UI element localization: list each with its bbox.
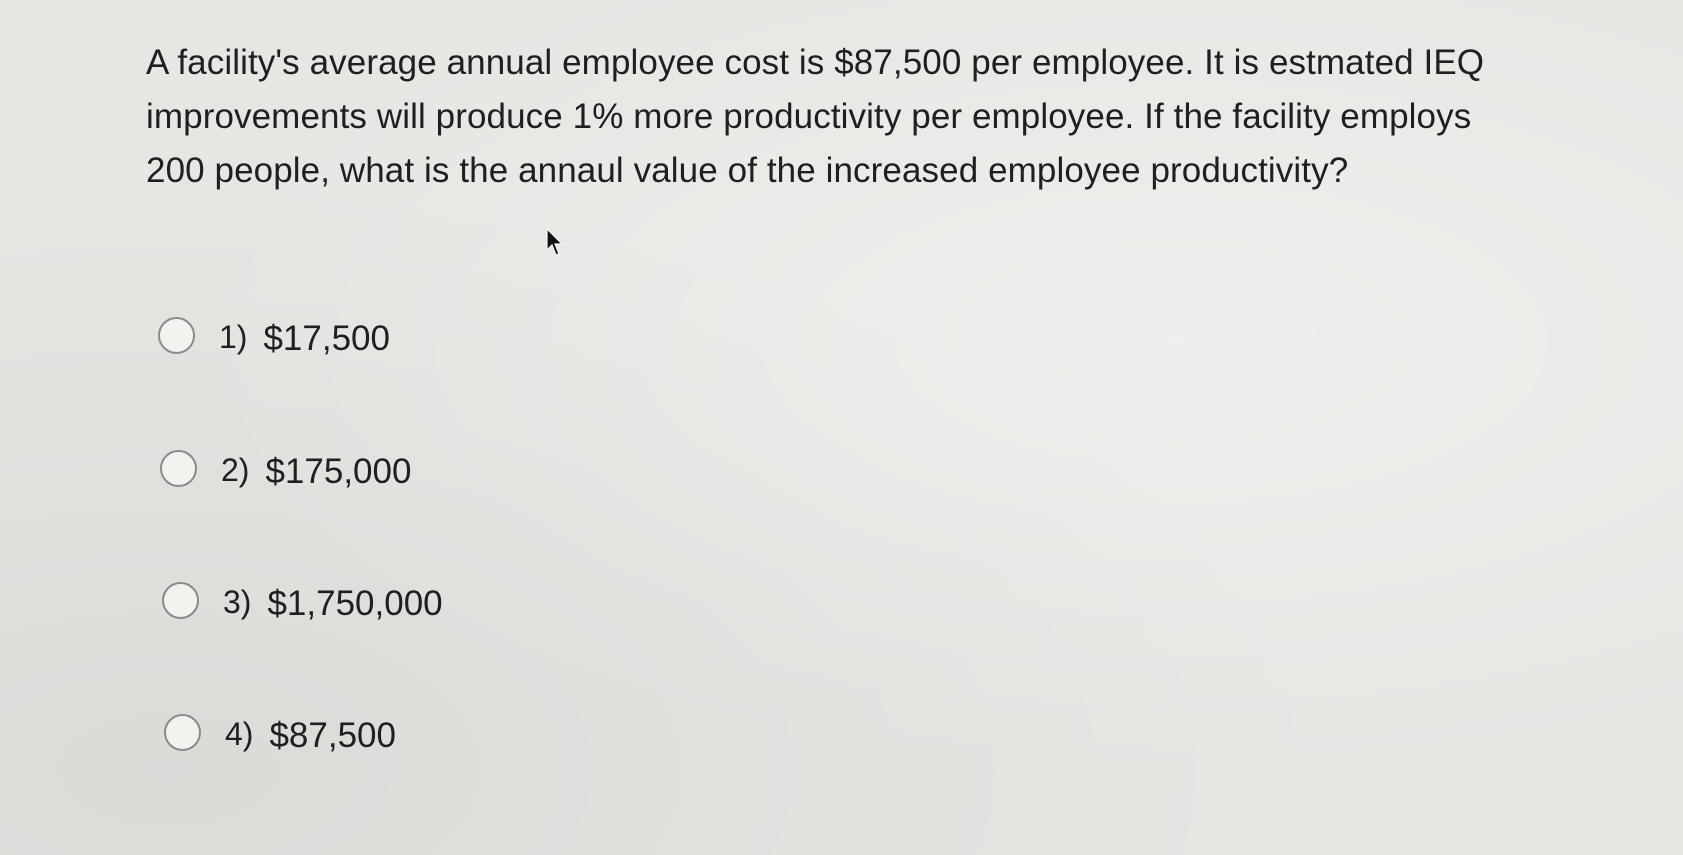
radio-button-icon[interactable] [158, 317, 195, 354]
option-value: $17,500 [263, 319, 390, 358]
question-text: A facility's average annual employee cost is $87,500 per employee. It is estmated IEQ improvements will produce 1% more productivity per employee. If the facility employs 200 people, what is the annaul value of the increased employee productivity? [146, 43, 1485, 190]
option-number: 2) [221, 451, 250, 488]
option-number: 4) [225, 715, 254, 752]
radio-button-icon[interactable] [160, 450, 197, 487]
radio-button-icon[interactable] [162, 582, 199, 619]
answer-option-4[interactable] [164, 707, 396, 757]
answer-option-1[interactable] [158, 310, 390, 360]
option-value: $175,000 [265, 452, 412, 491]
mouse-pointer-icon [545, 228, 567, 258]
answer-option-2[interactable] [160, 443, 411, 493]
answer-option-3[interactable] [162, 575, 443, 625]
radio-button-icon[interactable] [164, 714, 201, 751]
option-number: 3) [223, 583, 252, 620]
option-value: $1,750,000 [267, 584, 443, 623]
option-number: 1) [219, 318, 248, 355]
option-value: $87,500 [269, 716, 396, 755]
